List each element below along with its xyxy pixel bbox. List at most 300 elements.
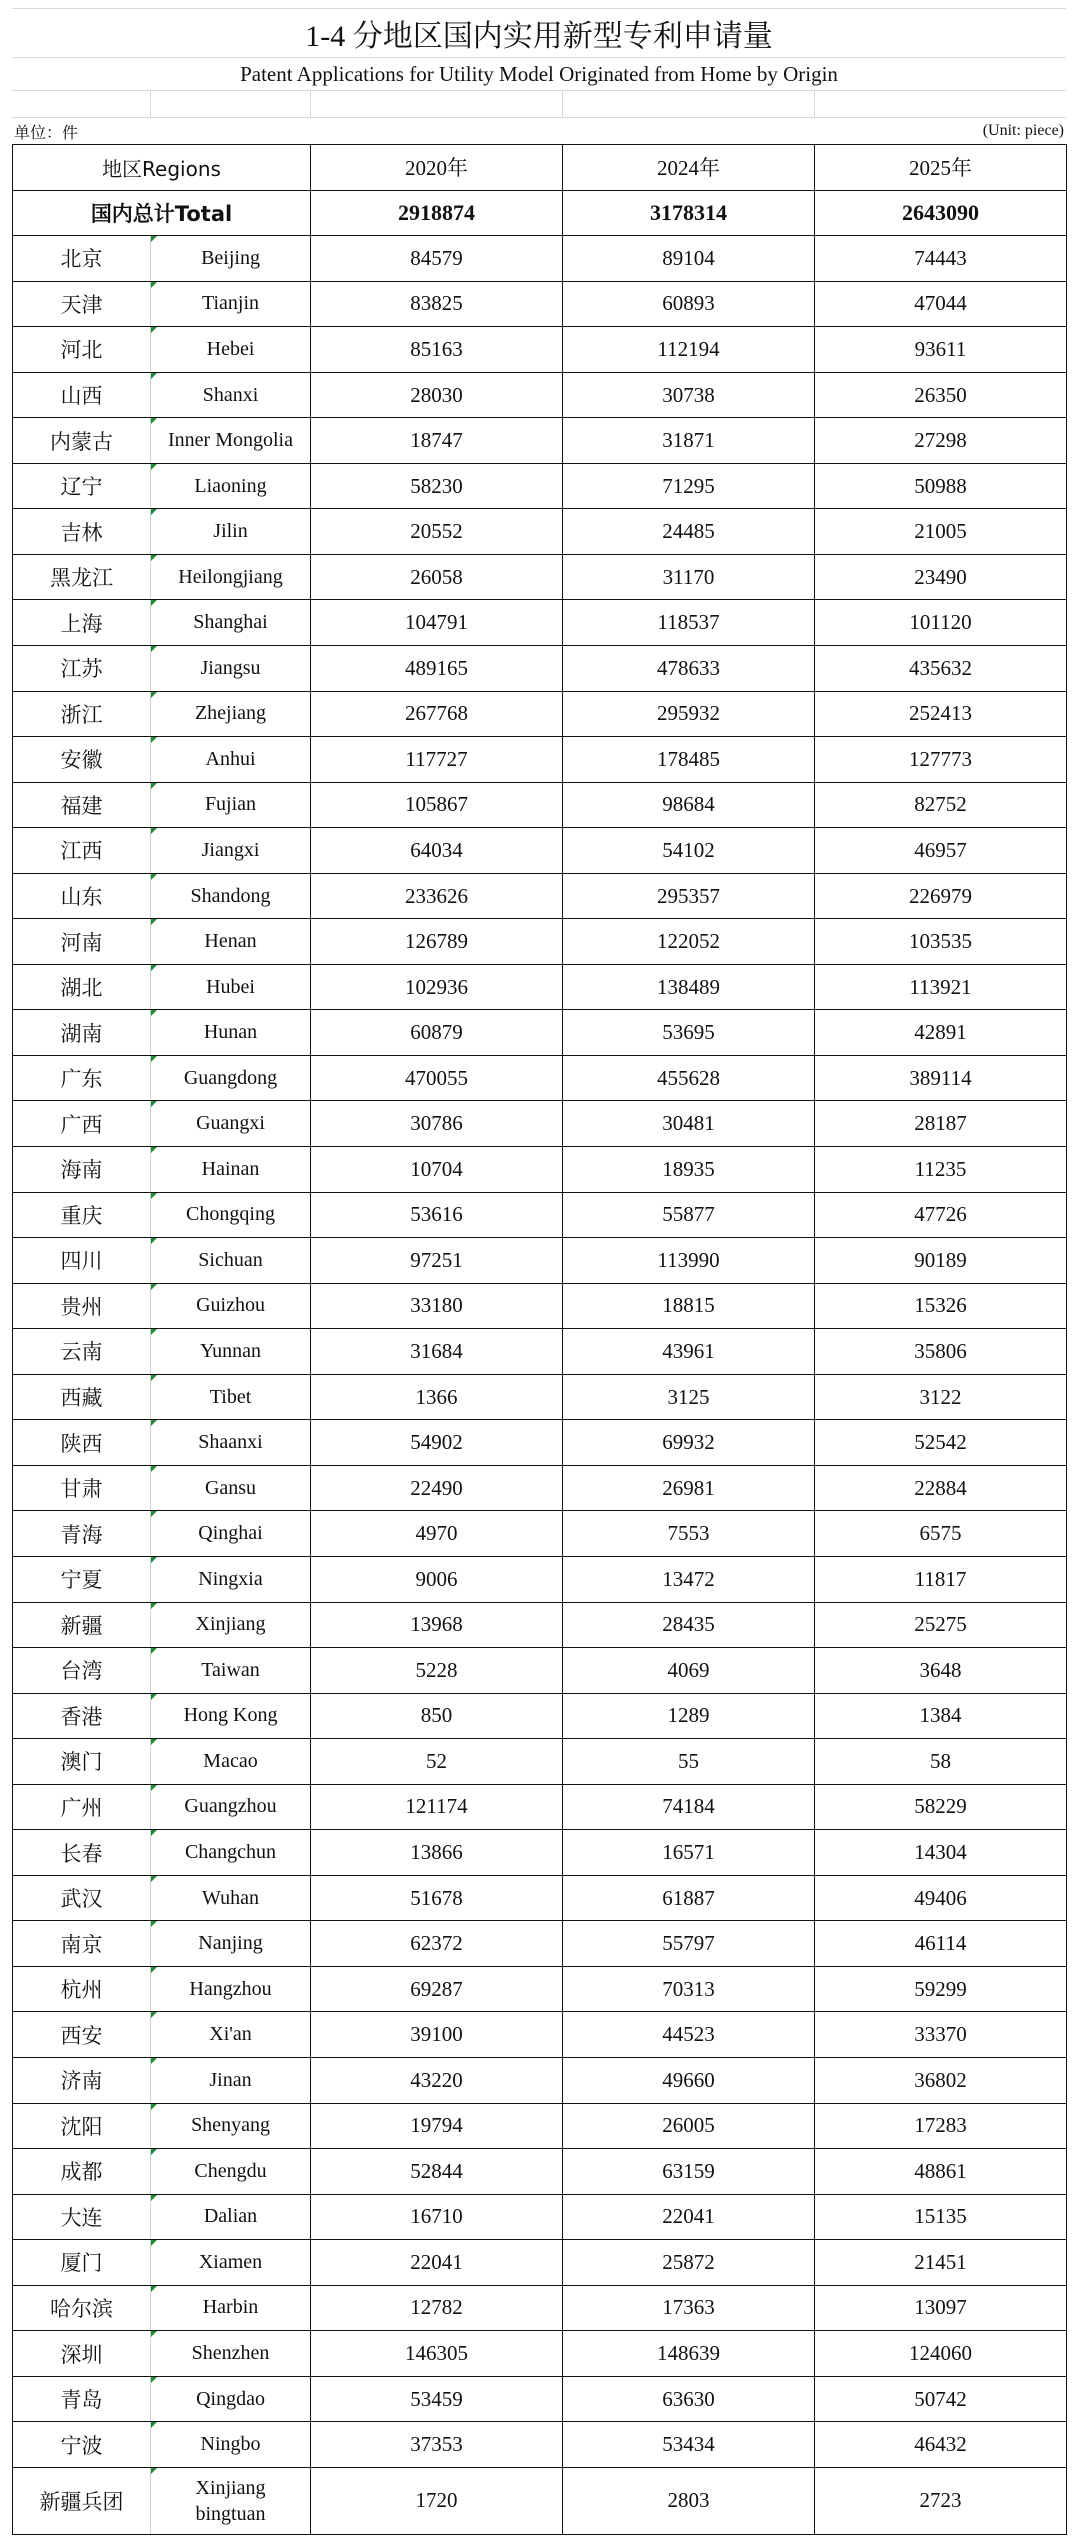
region-name-cn: 北京: [13, 236, 151, 282]
region-name-cn: 山西: [13, 372, 151, 418]
value-cell: 50988: [815, 463, 1067, 509]
region-name-cn: 青海: [13, 1511, 151, 1557]
table-row: [13, 1238, 1067, 1284]
region-name-en: [151, 2467, 311, 2534]
region-name-en: Heilongjiang: [151, 554, 311, 600]
value-cell: 44523: [563, 2012, 815, 2058]
value-cell: 90189: [815, 1238, 1067, 1284]
region-name-en: Tibet: [151, 1374, 311, 1420]
table-row: [13, 873, 1067, 919]
region-name-cn: 广西: [13, 1101, 151, 1147]
region-name-en: Qinghai: [151, 1511, 311, 1557]
value-cell: 1720: [311, 2467, 563, 2534]
value-cell: 2803: [563, 2467, 815, 2534]
value-cell: 435632: [815, 646, 1067, 692]
region-name-en: Inner Mongolia: [151, 418, 311, 464]
total-label: 国内总计Total: [13, 190, 311, 236]
table-row: [13, 1602, 1067, 1648]
value-cell: 55: [563, 1739, 815, 1785]
region-name-cn: 安徽: [13, 737, 151, 783]
value-cell: 124060: [815, 2331, 1067, 2377]
value-cell: 48861: [815, 2149, 1067, 2195]
total-value: 3178314: [563, 190, 815, 236]
table-row: [13, 2285, 1067, 2331]
value-cell: 53434: [563, 2422, 815, 2468]
region-name-en-line1: Xinjiang: [195, 2476, 266, 2499]
table-row: [13, 1921, 1067, 1967]
region-name-en: Wuhan: [151, 1875, 311, 1921]
table-row: [13, 1511, 1067, 1557]
value-cell: 18747: [311, 418, 563, 464]
value-cell: 26058: [311, 554, 563, 600]
region-name-cn: 深圳: [13, 2331, 151, 2377]
table-row: [13, 509, 1067, 555]
table-row: [13, 463, 1067, 509]
value-cell: 69287: [311, 1966, 563, 2012]
value-cell: 54102: [563, 828, 815, 874]
region-name-en: Shenyang: [151, 2103, 311, 2149]
region-name-en: Nanjing: [151, 1921, 311, 1967]
table-row: [13, 2057, 1067, 2103]
value-cell: 18815: [563, 1283, 815, 1329]
value-cell: 71295: [563, 463, 815, 509]
total-row: [13, 190, 1067, 236]
region-name-cn: 云南: [13, 1329, 151, 1375]
value-cell: 15326: [815, 1283, 1067, 1329]
region-name-en: Hong Kong: [151, 1693, 311, 1739]
table-row: [13, 327, 1067, 373]
region-name-cn: 陕西: [13, 1420, 151, 1466]
region-name-cn: 山东: [13, 873, 151, 919]
value-cell: 126789: [311, 919, 563, 965]
table-row: [13, 1055, 1067, 1101]
region-name-en: Jiangxi: [151, 828, 311, 874]
region-name-en: Shanxi: [151, 372, 311, 418]
gridline: [310, 91, 311, 117]
table-row: [13, 646, 1067, 692]
table-row: [13, 828, 1067, 874]
value-cell: 3125: [563, 1374, 815, 1420]
value-cell: 21005: [815, 509, 1067, 555]
table-row: [13, 2194, 1067, 2240]
region-name-en: Chengdu: [151, 2149, 311, 2195]
region-name-en: Zhejiang: [151, 691, 311, 737]
region-name-en: Xi'an: [151, 2012, 311, 2058]
value-cell: 84579: [311, 236, 563, 282]
value-cell: 1366: [311, 1374, 563, 1420]
value-cell: 82752: [815, 782, 1067, 828]
value-cell: 50742: [815, 2376, 1067, 2422]
region-name-en: Shandong: [151, 873, 311, 919]
region-name-en: Hunan: [151, 1010, 311, 1056]
value-cell: 97251: [311, 1238, 563, 1284]
gridline: [562, 91, 563, 117]
table-row: [13, 2376, 1067, 2422]
region-name-cn: 青岛: [13, 2376, 151, 2422]
value-cell: 13472: [563, 1556, 815, 1602]
value-cell: 33370: [815, 2012, 1067, 2058]
table-row: [13, 1875, 1067, 1921]
value-cell: 25275: [815, 1602, 1067, 1648]
table-row: [13, 964, 1067, 1010]
region-name-cn: 大连: [13, 2194, 151, 2240]
region-name-en: Xinjiang: [151, 1602, 311, 1648]
value-cell: 138489: [563, 964, 815, 1010]
value-cell: 93611: [815, 327, 1067, 373]
gridline: [150, 91, 151, 117]
value-cell: 22884: [815, 1465, 1067, 1511]
region-name-en: Liaoning: [151, 463, 311, 509]
value-cell: 60893: [563, 281, 815, 327]
value-cell: 17363: [563, 2285, 815, 2331]
value-cell: 69932: [563, 1420, 815, 1466]
table-row: [13, 1966, 1067, 2012]
value-cell: 63630: [563, 2376, 815, 2422]
value-cell: 389114: [815, 1055, 1067, 1101]
value-cell: 52542: [815, 1420, 1067, 1466]
table-row: [13, 1283, 1067, 1329]
value-cell: 24485: [563, 509, 815, 555]
region-name-cn: 贵州: [13, 1283, 151, 1329]
table-row: [13, 737, 1067, 783]
value-cell: 51678: [311, 1875, 563, 1921]
value-cell: 64034: [311, 828, 563, 874]
value-cell: 252413: [815, 691, 1067, 737]
region-name-en: Guangzhou: [151, 1784, 311, 1830]
region-name-en: Shanghai: [151, 600, 311, 646]
value-cell: 17283: [815, 2103, 1067, 2149]
year-column-header: 2020年: [311, 145, 563, 191]
value-cell: 46114: [815, 1921, 1067, 1967]
value-cell: 43961: [563, 1329, 815, 1375]
region-name-cn: 上海: [13, 600, 151, 646]
value-cell: 20552: [311, 509, 563, 555]
value-cell: 59299: [815, 1966, 1067, 2012]
region-name-en: Ningbo: [151, 2422, 311, 2468]
table-row: [13, 554, 1067, 600]
value-cell: 58230: [311, 463, 563, 509]
value-cell: 98684: [563, 782, 815, 828]
value-cell: 22041: [311, 2240, 563, 2286]
region-name-en: Beijing: [151, 236, 311, 282]
value-cell: 61887: [563, 1875, 815, 1921]
value-cell: 53695: [563, 1010, 815, 1056]
region-name-cn: 海南: [13, 1147, 151, 1193]
table-row: [13, 691, 1067, 737]
value-cell: 28435: [563, 1602, 815, 1648]
value-cell: 85163: [311, 327, 563, 373]
region-name-en: Chongqing: [151, 1192, 311, 1238]
value-cell: 11235: [815, 1147, 1067, 1193]
year-column-header: 2025年: [815, 145, 1067, 191]
value-cell: 9006: [311, 1556, 563, 1602]
region-name-cn: 天津: [13, 281, 151, 327]
table-row: [13, 1192, 1067, 1238]
value-cell: 31871: [563, 418, 815, 464]
value-cell: 14304: [815, 1830, 1067, 1876]
value-cell: 43220: [311, 2057, 563, 2103]
value-cell: 23490: [815, 554, 1067, 600]
value-cell: 30786: [311, 1101, 563, 1147]
spreadsheet: [12, 8, 1066, 2535]
value-cell: 4069: [563, 1648, 815, 1694]
region-name-en: Jiangsu: [151, 646, 311, 692]
region-name-en: Guangxi: [151, 1101, 311, 1147]
value-cell: 33180: [311, 1283, 563, 1329]
value-cell: 478633: [563, 646, 815, 692]
total-value: 2918874: [311, 190, 563, 236]
value-cell: 47726: [815, 1192, 1067, 1238]
value-cell: 101120: [815, 600, 1067, 646]
value-cell: 42891: [815, 1010, 1067, 1056]
region-name-cn: 沈阳: [13, 2103, 151, 2149]
table-row: [13, 2012, 1067, 2058]
value-cell: 74184: [563, 1784, 815, 1830]
region-name-cn: 厦门: [13, 2240, 151, 2286]
region-name-en: Gansu: [151, 1465, 311, 1511]
region-name-cn: 浙江: [13, 691, 151, 737]
value-cell: 52844: [311, 2149, 563, 2195]
table-subtitle: Patent Applications for Utility Model Originated from Home by Origin: [240, 61, 838, 86]
value-cell: 28187: [815, 1101, 1067, 1147]
value-cell: 11817: [815, 1556, 1067, 1602]
value-cell: 58: [815, 1739, 1067, 1785]
table-title-row: [12, 8, 1066, 58]
value-cell: 117727: [311, 737, 563, 783]
value-cell: 25872: [563, 2240, 815, 2286]
region-name-cn: 河南: [13, 919, 151, 965]
value-cell: 31170: [563, 554, 815, 600]
region-name-en: Hubei: [151, 964, 311, 1010]
total-value: 2643090: [815, 190, 1067, 236]
table-row: [13, 1693, 1067, 1739]
table-row: [13, 2103, 1067, 2149]
value-cell: 27298: [815, 418, 1067, 464]
unit-row: [12, 118, 1066, 144]
region-column-header: 地区Regions: [13, 145, 311, 191]
table-row: [13, 2467, 1067, 2534]
region-name-en: Tianjin: [151, 281, 311, 327]
value-cell: 13968: [311, 1602, 563, 1648]
unit-label-en: (Unit: piece): [982, 122, 1064, 139]
value-cell: 113990: [563, 1238, 815, 1284]
value-cell: 19794: [311, 2103, 563, 2149]
region-name-cn: 济南: [13, 2057, 151, 2103]
value-cell: 295932: [563, 691, 815, 737]
value-cell: 55877: [563, 1192, 815, 1238]
value-cell: 53459: [311, 2376, 563, 2422]
table-row: [13, 1784, 1067, 1830]
value-cell: 31684: [311, 1329, 563, 1375]
value-cell: 16710: [311, 2194, 563, 2240]
value-cell: 22490: [311, 1465, 563, 1511]
region-name-cn: 西安: [13, 2012, 151, 2058]
region-name-en: Taiwan: [151, 1648, 311, 1694]
region-name-en: Hangzhou: [151, 1966, 311, 2012]
value-cell: 30481: [563, 1101, 815, 1147]
region-name-cn: 湖北: [13, 964, 151, 1010]
region-name-cn: 重庆: [13, 1192, 151, 1238]
value-cell: 178485: [563, 737, 815, 783]
table-row: [13, 782, 1067, 828]
table-row: [13, 1101, 1067, 1147]
value-cell: 74443: [815, 236, 1067, 282]
value-cell: 28030: [311, 372, 563, 418]
value-cell: 39100: [311, 2012, 563, 2058]
value-cell: 70313: [563, 1966, 815, 2012]
value-cell: 13097: [815, 2285, 1067, 2331]
region-name-en: Anhui: [151, 737, 311, 783]
value-cell: 122052: [563, 919, 815, 965]
value-cell: 26350: [815, 372, 1067, 418]
table-row: [13, 372, 1067, 418]
value-cell: 55797: [563, 1921, 815, 1967]
region-name-cn: 广州: [13, 1784, 151, 1830]
region-name-cn: 哈尔滨: [13, 2285, 151, 2331]
region-name-en: Qingdao: [151, 2376, 311, 2422]
region-name-cn: 澳门: [13, 1739, 151, 1785]
value-cell: 30738: [563, 372, 815, 418]
value-cell: 3122: [815, 1374, 1067, 1420]
region-name-en: Guizhou: [151, 1283, 311, 1329]
table-row: [13, 1465, 1067, 1511]
region-name-en-line2: bingtuan: [195, 2502, 266, 2525]
region-name-cn: 新疆: [13, 1602, 151, 1648]
value-cell: 54902: [311, 1420, 563, 1466]
region-name-cn: 四川: [13, 1238, 151, 1284]
region-name-en: Xiamen: [151, 2240, 311, 2286]
value-cell: 121174: [311, 1784, 563, 1830]
region-name-cn: 武汉: [13, 1875, 151, 1921]
table-title: 1-4 分地区国内实用新型专利申请量: [305, 20, 773, 53]
region-name-en: Jinan: [151, 2057, 311, 2103]
region-name-en: Henan: [151, 919, 311, 965]
value-cell: 2723: [815, 2467, 1067, 2534]
region-name-cn: 黑龙江: [13, 554, 151, 600]
table-row: [13, 919, 1067, 965]
data-table: [12, 144, 1067, 2535]
region-name-cn: 西藏: [13, 1374, 151, 1420]
region-name-en: Harbin: [151, 2285, 311, 2331]
region-name-cn: 新疆兵团: [13, 2467, 151, 2534]
region-name-cn: 江西: [13, 828, 151, 874]
table-row: [13, 1648, 1067, 1694]
table-row: [13, 1374, 1067, 1420]
unit-label-cn: 单位：件: [14, 124, 79, 142]
table-row: [13, 236, 1067, 282]
value-cell: 295357: [563, 873, 815, 919]
value-cell: 146305: [311, 2331, 563, 2377]
year-column-header: 2024年: [563, 145, 815, 191]
table-row: [13, 418, 1067, 464]
region-name-en: Macao: [151, 1739, 311, 1785]
value-cell: 46957: [815, 828, 1067, 874]
region-name-cn: 南京: [13, 1921, 151, 1967]
value-cell: 104791: [311, 600, 563, 646]
table-row: [13, 1010, 1067, 1056]
value-cell: 127773: [815, 737, 1067, 783]
table-row: [13, 1556, 1067, 1602]
region-name-cn: 江苏: [13, 646, 151, 692]
region-name-cn: 香港: [13, 1693, 151, 1739]
region-name-en: Changchun: [151, 1830, 311, 1876]
region-name-cn: 长春: [13, 1830, 151, 1876]
table-subtitle-row: [12, 58, 1066, 91]
value-cell: 21451: [815, 2240, 1067, 2286]
table-row: [13, 2240, 1067, 2286]
blank-spacer-row: [12, 91, 1066, 118]
value-cell: 850: [311, 1693, 563, 1739]
value-cell: 35806: [815, 1329, 1067, 1375]
region-name-en: Ningxia: [151, 1556, 311, 1602]
value-cell: 63159: [563, 2149, 815, 2195]
table-row: [13, 1739, 1067, 1785]
value-cell: 7553: [563, 1511, 815, 1557]
value-cell: 3648: [815, 1648, 1067, 1694]
region-name-cn: 宁夏: [13, 1556, 151, 1602]
region-name-en: Yunnan: [151, 1329, 311, 1375]
region-name-cn: 杭州: [13, 1966, 151, 2012]
value-cell: 22041: [563, 2194, 815, 2240]
region-name-cn: 甘肃: [13, 1465, 151, 1511]
region-name-en: Jilin: [151, 509, 311, 555]
table-row: [13, 281, 1067, 327]
value-cell: 6575: [815, 1511, 1067, 1557]
value-cell: 36802: [815, 2057, 1067, 2103]
value-cell: 1289: [563, 1693, 815, 1739]
value-cell: 267768: [311, 691, 563, 737]
value-cell: 52: [311, 1739, 563, 1785]
value-cell: 113921: [815, 964, 1067, 1010]
value-cell: 62372: [311, 1921, 563, 1967]
region-name-cn: 河北: [13, 327, 151, 373]
header-row: [13, 145, 1067, 191]
value-cell: 102936: [311, 964, 563, 1010]
table-row: [13, 1420, 1067, 1466]
value-cell: 58229: [815, 1784, 1067, 1830]
region-name-cn: 吉林: [13, 509, 151, 555]
value-cell: 489165: [311, 646, 563, 692]
region-name-en: Guangdong: [151, 1055, 311, 1101]
value-cell: 118537: [563, 600, 815, 646]
value-cell: 26005: [563, 2103, 815, 2149]
region-name-en: Hainan: [151, 1147, 311, 1193]
value-cell: 105867: [311, 782, 563, 828]
region-name-en: Fujian: [151, 782, 311, 828]
table-row: [13, 2331, 1067, 2377]
table-row: [13, 600, 1067, 646]
value-cell: 12782: [311, 2285, 563, 2331]
region-name-cn: 湖南: [13, 1010, 151, 1056]
value-cell: 148639: [563, 2331, 815, 2377]
region-name-cn: 辽宁: [13, 463, 151, 509]
value-cell: 470055: [311, 1055, 563, 1101]
region-name-cn: 宁波: [13, 2422, 151, 2468]
value-cell: 233626: [311, 873, 563, 919]
value-cell: 18935: [563, 1147, 815, 1193]
value-cell: 103535: [815, 919, 1067, 965]
value-cell: 89104: [563, 236, 815, 282]
region-name-en: Shenzhen: [151, 2331, 311, 2377]
region-name-en: Hebei: [151, 327, 311, 373]
table-row: [13, 1830, 1067, 1876]
table-row: [13, 1329, 1067, 1375]
value-cell: 13866: [311, 1830, 563, 1876]
value-cell: 112194: [563, 327, 815, 373]
value-cell: 26981: [563, 1465, 815, 1511]
value-cell: 16571: [563, 1830, 815, 1876]
region-name-cn: 福建: [13, 782, 151, 828]
